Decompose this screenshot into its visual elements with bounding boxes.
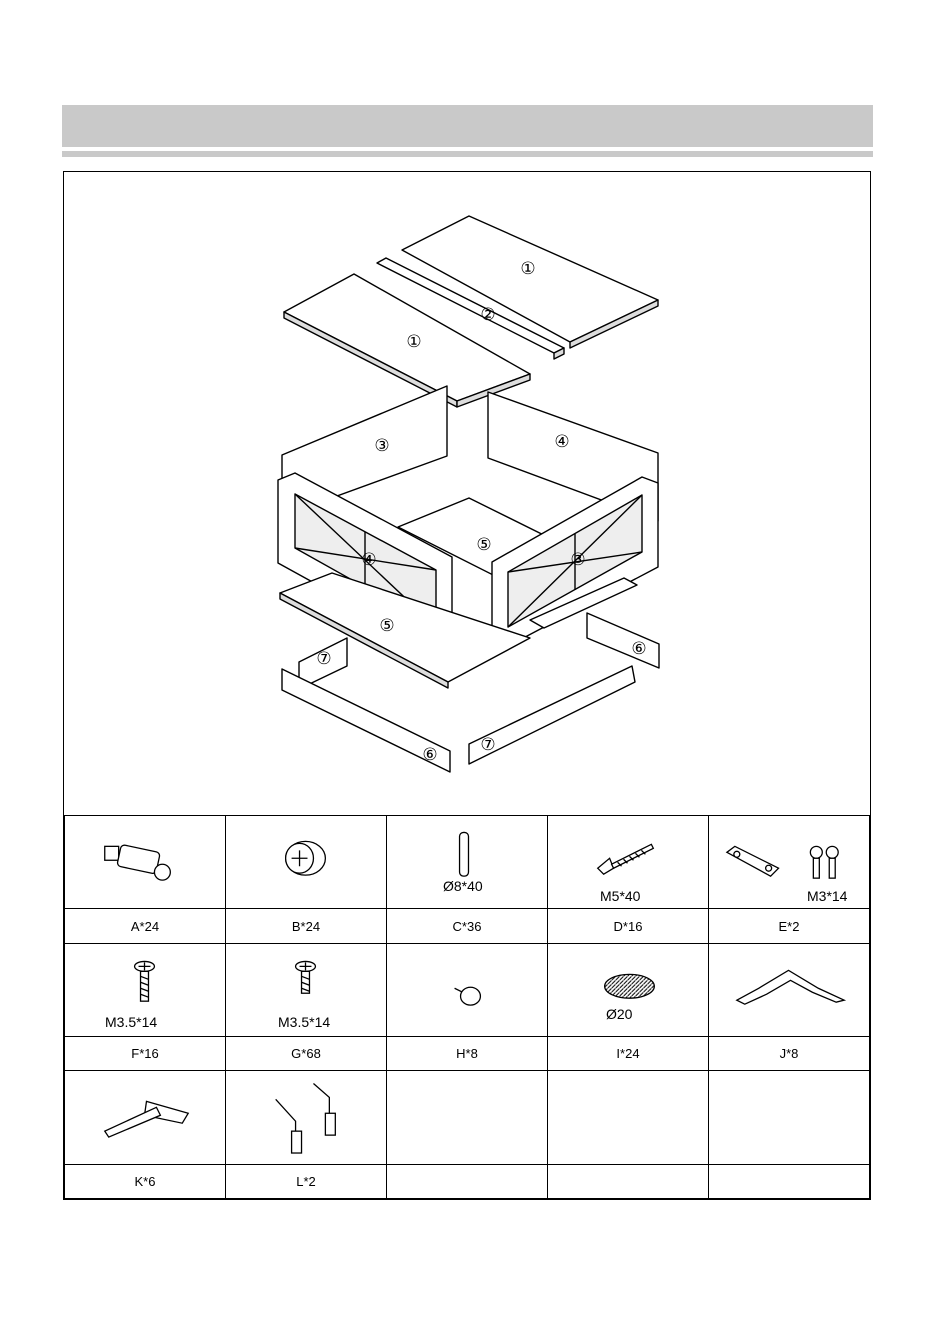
part-label: ④ — [361, 550, 377, 570]
part-spec: M3.5*14 — [278, 1013, 331, 1030]
part-quantity: K*6 — [65, 1164, 226, 1198]
part-label: ③ — [374, 436, 390, 456]
part-cell-e — [709, 816, 870, 909]
hardware-table — [64, 815, 870, 1199]
part-quantity: A*24 — [65, 909, 226, 943]
part-quantity: I*24 — [548, 1037, 709, 1071]
part-quantity: E*2 — [709, 909, 870, 943]
part-label: ① — [406, 332, 422, 352]
part-cell-i — [548, 943, 709, 1036]
part-cell-d — [548, 816, 709, 909]
part-label: ① — [520, 259, 536, 279]
header-divider — [62, 151, 873, 157]
cap-cover-icon — [548, 944, 708, 1036]
part-quantity: D*16 — [548, 909, 709, 943]
section-header-bar — [62, 105, 873, 147]
plinth-right — [587, 613, 659, 668]
part-label: ⑤ — [476, 535, 492, 555]
part-spec: M5*40 — [600, 888, 641, 904]
part-label: ⑥ — [631, 639, 647, 659]
part-cell-b — [226, 816, 387, 909]
empty-cell — [548, 1071, 709, 1164]
t-hinge-icon — [65, 1071, 225, 1163]
part-cell-a — [65, 816, 226, 909]
empty-label — [387, 1164, 548, 1198]
part-cell-f — [65, 943, 226, 1036]
part-label: ② — [480, 305, 496, 325]
cam-bolt-icon — [65, 816, 225, 908]
part-cell-k — [65, 1071, 226, 1164]
part-quantity: F*16 — [65, 1037, 226, 1071]
part-spec: M3.5*14 — [105, 1013, 158, 1030]
empty-label — [548, 1164, 709, 1198]
empty-cell — [387, 1071, 548, 1164]
empty-cell — [709, 1071, 870, 1164]
part-cell-c — [387, 816, 548, 909]
part-quantity: G*68 — [226, 1037, 387, 1071]
part-label: ⑤ — [379, 616, 395, 636]
part-cell-h — [387, 943, 548, 1036]
part-label: ⑥ — [422, 745, 438, 765]
part-spec: Ø8*40 — [443, 878, 483, 894]
part-label: ③ — [570, 550, 586, 570]
part-quantity: B*24 — [226, 909, 387, 943]
corner-bracket-icon — [709, 944, 869, 1036]
part-quantity: J*8 — [709, 1037, 870, 1071]
lid-support-icon — [226, 1071, 386, 1163]
part-quantity: C*36 — [387, 909, 548, 943]
part-label: ⑦ — [316, 649, 332, 669]
part-label: ④ — [554, 432, 570, 452]
glide-icon — [387, 944, 547, 1036]
part-label: ⑦ — [480, 735, 496, 755]
dowel-icon — [387, 816, 547, 908]
part-spec: Ø20 — [606, 1005, 633, 1022]
part-spec: M3*14 — [807, 888, 848, 904]
exploded-assembly-diagram — [64, 172, 870, 815]
part-quantity: L*2 — [226, 1164, 387, 1198]
part-cell-j — [709, 943, 870, 1036]
empty-label — [709, 1164, 870, 1198]
part-quantity: H*8 — [387, 1037, 548, 1071]
part-cell-l — [226, 1071, 387, 1164]
cam-lock-icon — [226, 816, 386, 908]
part-cell-g — [226, 943, 387, 1036]
